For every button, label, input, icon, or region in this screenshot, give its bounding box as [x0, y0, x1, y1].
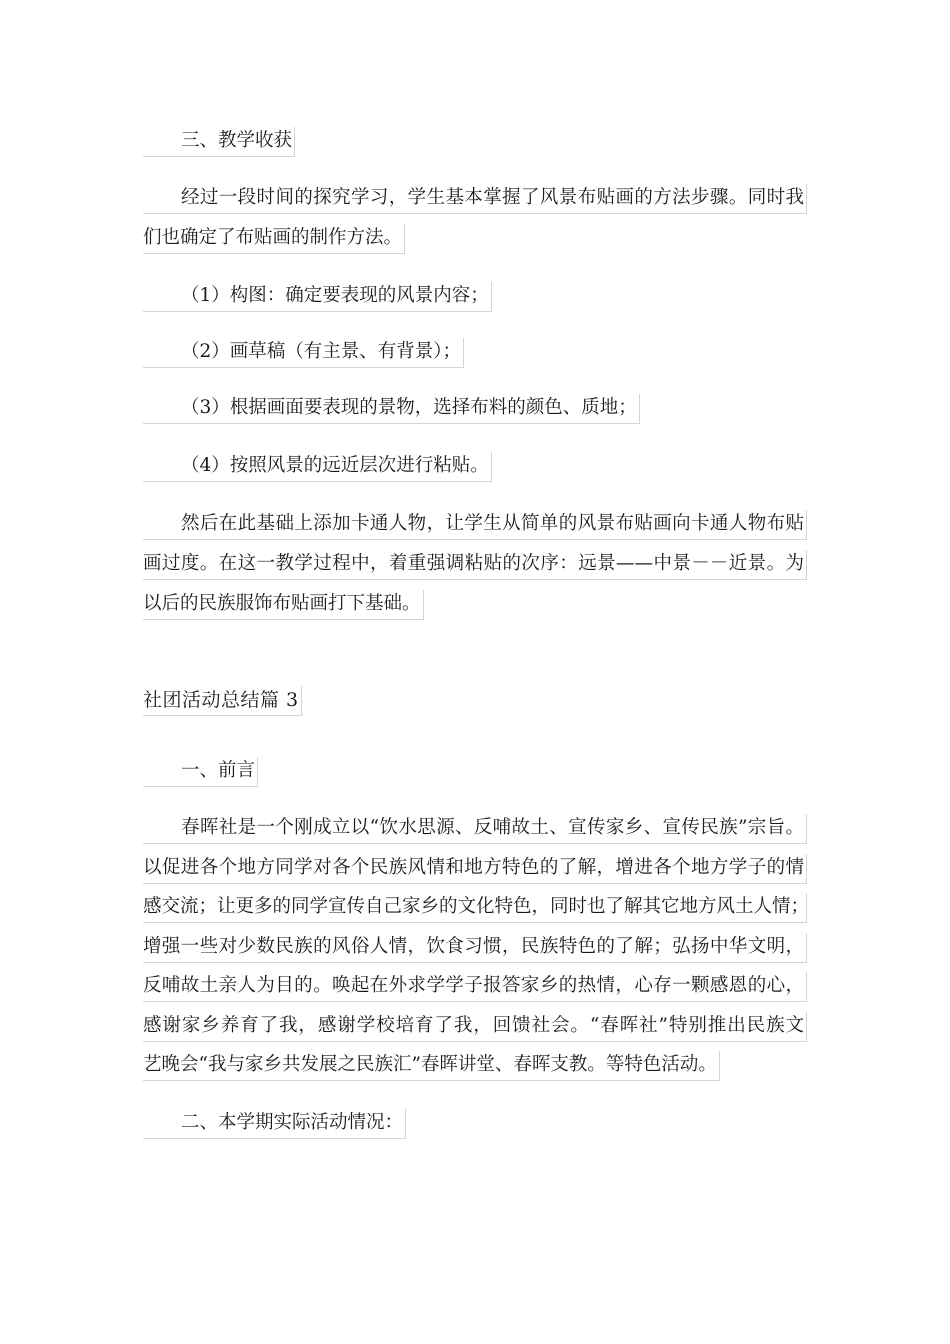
- step-item: （3）根据画面要表现的景物，选择布料的颜色、质地；: [143, 394, 640, 424]
- step-item: （1）构图：确定要表现的风景内容；: [143, 282, 492, 312]
- paragraph-line: 增强一些对少数民族的风俗人情，饮食习惯，民族特色的了解；弘扬中华文明，: [143, 933, 807, 963]
- paragraph-line: 画过度。在这一教学过程中，着重强调粘贴的次序：远景——中景－－近景。为: [143, 550, 807, 580]
- step-item: （4）按照风景的远近层次进行粘贴。: [143, 452, 492, 482]
- section-heading-preface: 一、前言: [143, 757, 258, 787]
- article-title: 社团活动总结篇 3: [143, 686, 302, 716]
- paragraph-line: 经过一段时间的探究学习，学生基本掌握了风景布贴画的方法步骤。同时我: [143, 184, 807, 214]
- paragraph-line: 以后的民族服饰布贴画打下基础。: [143, 590, 424, 620]
- paragraph-line: 以促进各个地方同学对各个民族风情和地方特色的了解，增进各个地方学子的情: [143, 854, 807, 884]
- paragraph-line: 们也确定了布贴画的制作方法。: [143, 224, 405, 254]
- section-heading-teaching-gains: 三、教学收获: [143, 127, 295, 157]
- paragraph-line: 感谢家乡养育了我，感谢学校培育了我，回馈社会。“春晖社”特别推出民族文: [143, 1012, 807, 1042]
- step-item: （2）画草稿（有主景、有背景）；: [143, 338, 464, 368]
- paragraph-line: 感交流；让更多的同学宣传自己家乡的文化特色，同时也了解其它地方风土人情；: [143, 893, 807, 923]
- section-heading-activities: 二、本学期实际活动情况：: [143, 1109, 406, 1139]
- paragraph-line: 反哺故土亲人为目的。唤起在外求学学子报答家乡的热情，心存一颗感恩的心，: [143, 972, 807, 1002]
- paragraph-line: 艺晚会“我与家乡共发展之民族汇”春晖讲堂、春晖支教。等特色活动。: [143, 1051, 720, 1081]
- paragraph-line: 然后在此基础上添加卡通人物，让学生从简单的风景布贴画向卡通人物布贴: [143, 510, 807, 540]
- paragraph-line: 春晖社是一个刚成立以“饮水思源、反哺故土、宣传家乡、宣传民族”宗旨。: [143, 814, 807, 844]
